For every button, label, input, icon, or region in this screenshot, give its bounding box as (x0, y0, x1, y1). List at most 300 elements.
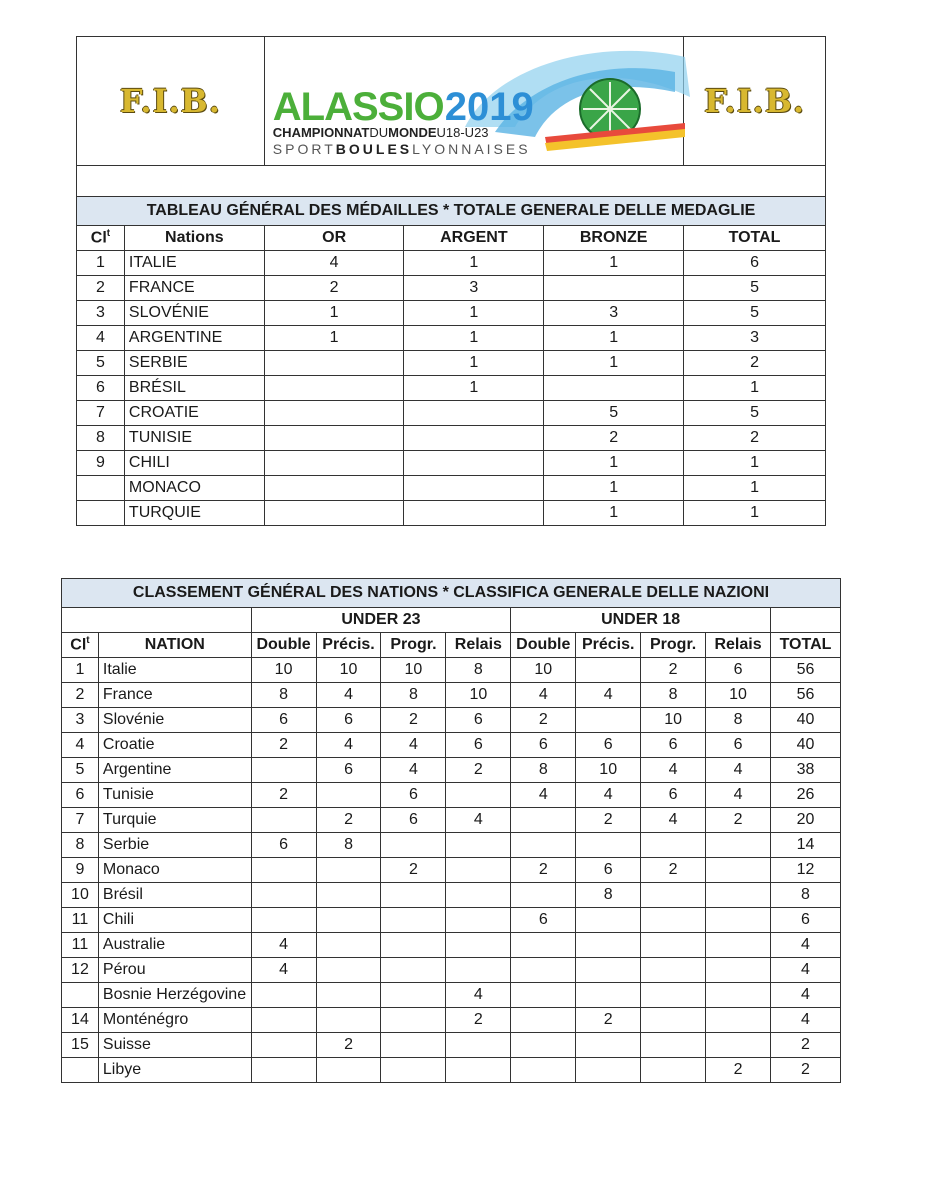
value-cell: 2 (511, 858, 576, 883)
value-cell (511, 1033, 576, 1058)
nation-cell: Bosnie Herzégovine (98, 983, 251, 1008)
rank-cell: 11 (62, 908, 99, 933)
value-cell (446, 783, 511, 808)
value-cell: 1 (404, 301, 544, 326)
value-cell (446, 933, 511, 958)
value-cell: 2 (641, 858, 706, 883)
value-cell: 1 (404, 376, 544, 401)
value-cell (511, 1008, 576, 1033)
medals-col-header: BRONZE (544, 226, 684, 251)
value-cell (316, 933, 381, 958)
value-cell (641, 883, 706, 908)
value-cell (316, 983, 381, 1008)
rank-cell: 3 (62, 708, 99, 733)
table-row (77, 251, 826, 276)
value-cell: 6 (381, 808, 446, 833)
value-cell (251, 858, 316, 883)
rank-cell: 7 (77, 401, 125, 426)
rank-cell: 15 (62, 1033, 99, 1058)
rank-cell: 2 (62, 683, 99, 708)
value-cell (381, 1008, 446, 1033)
fib-logo-right-text: F.I.B. (704, 82, 805, 120)
rank-cell: 12 (62, 958, 99, 983)
table-row (62, 908, 841, 933)
medals-rank-header: Cl$^t$ (77, 226, 125, 251)
value-cell (706, 958, 771, 983)
value-cell (641, 833, 706, 858)
value-cell: 3 (684, 326, 826, 351)
value-cell (264, 476, 404, 501)
rank-cell: 4 (77, 326, 125, 351)
value-cell (446, 833, 511, 858)
value-cell (316, 783, 381, 808)
value-cell: 6 (446, 733, 511, 758)
value-cell: 2 (576, 808, 641, 833)
nation-cell: Libye (98, 1058, 251, 1083)
value-cell (251, 758, 316, 783)
value-cell: 10 (316, 658, 381, 683)
value-cell: 1 (684, 451, 826, 476)
value-cell: 10 (251, 658, 316, 683)
value-cell: 1 (544, 476, 684, 501)
medals-title-row (77, 197, 826, 226)
nations-title-row (62, 579, 841, 608)
table-row (62, 1058, 841, 1083)
value-cell: 4 (251, 958, 316, 983)
nations-col-header: NATION (98, 633, 251, 658)
value-cell: 8 (706, 708, 771, 733)
value-cell: 1 (404, 251, 544, 276)
nation-cell: Monténégro (98, 1008, 251, 1033)
value-cell (641, 983, 706, 1008)
value-cell: 4 (251, 933, 316, 958)
value-cell (511, 808, 576, 833)
value-cell (576, 1033, 641, 1058)
rank-cell (62, 983, 99, 1008)
nation-cell: Monaco (98, 858, 251, 883)
value-cell: 6 (511, 733, 576, 758)
table-row (62, 758, 841, 783)
value-cell: 10 (446, 683, 511, 708)
value-cell: 38 (770, 758, 840, 783)
value-cell (264, 451, 404, 476)
value-cell (706, 883, 771, 908)
nation-cell: SLOVÉNIE (124, 301, 264, 326)
value-cell: 6 (251, 708, 316, 733)
nation-cell: Turquie (98, 808, 251, 833)
value-cell: 2 (446, 758, 511, 783)
value-cell (316, 1008, 381, 1033)
table-row (62, 933, 841, 958)
nations-col-header: Double (251, 633, 316, 658)
value-cell (511, 1058, 576, 1083)
value-cell: 6 (770, 908, 840, 933)
value-cell (706, 983, 771, 1008)
value-cell: 4 (706, 758, 771, 783)
value-cell (576, 708, 641, 733)
rank-cell: 14 (62, 1008, 99, 1033)
value-cell: 2 (251, 733, 316, 758)
nation-cell: ARGENTINE (124, 326, 264, 351)
value-cell: 6 (641, 783, 706, 808)
value-cell: 26 (770, 783, 840, 808)
value-cell (316, 1058, 381, 1083)
table-row (77, 401, 826, 426)
value-cell: 4 (446, 983, 511, 1008)
nation-cell: Italie (98, 658, 251, 683)
table-row (62, 808, 841, 833)
value-cell: 1 (544, 451, 684, 476)
value-cell (641, 1008, 706, 1033)
value-cell (511, 983, 576, 1008)
table-row (77, 476, 826, 501)
table-row (62, 858, 841, 883)
value-cell: 1 (544, 351, 684, 376)
rank-cell: 10 (62, 883, 99, 908)
value-cell (251, 1058, 316, 1083)
table-row (77, 451, 826, 476)
value-cell (404, 401, 544, 426)
nations-col-header: TOTAL (770, 633, 840, 658)
nation-cell: TUNISIE (124, 426, 264, 451)
value-cell: 2 (706, 808, 771, 833)
value-cell (381, 908, 446, 933)
rank-cell: 8 (62, 833, 99, 858)
value-cell: 1 (544, 501, 684, 526)
value-cell (706, 833, 771, 858)
value-cell (446, 883, 511, 908)
nations-col-header: Relais (706, 633, 771, 658)
table-row (62, 683, 841, 708)
nation-cell: France (98, 683, 251, 708)
value-cell (251, 1033, 316, 1058)
value-cell (381, 1058, 446, 1083)
value-cell: 8 (641, 683, 706, 708)
value-cell (511, 883, 576, 908)
nations-title: CLASSEMENT GÉNÉRAL DES NATIONS * CLASSIFICA GENERALE DELLE NAZIONI (62, 579, 841, 608)
value-cell: 6 (576, 733, 641, 758)
table-row (62, 983, 841, 1008)
value-cell (446, 858, 511, 883)
value-cell: 14 (770, 833, 840, 858)
value-cell: 6 (576, 858, 641, 883)
value-cell (641, 1033, 706, 1058)
value-cell (446, 958, 511, 983)
value-cell: 2 (641, 658, 706, 683)
value-cell (446, 908, 511, 933)
nation-cell: Brésil (98, 883, 251, 908)
table-row (77, 351, 826, 376)
value-cell (316, 908, 381, 933)
rank-cell: 6 (77, 376, 125, 401)
value-cell (251, 908, 316, 933)
value-cell (576, 908, 641, 933)
nations-col-header: Relais (446, 633, 511, 658)
value-cell (706, 933, 771, 958)
nation-cell: CROATIE (124, 401, 264, 426)
value-cell: 2 (770, 1058, 840, 1083)
value-cell: 4 (316, 683, 381, 708)
value-cell: 1 (264, 326, 404, 351)
value-cell (264, 501, 404, 526)
value-cell: 56 (770, 658, 840, 683)
value-cell: 2 (316, 1033, 381, 1058)
value-cell: 2 (544, 426, 684, 451)
value-cell: 8 (251, 683, 316, 708)
table-row (62, 883, 841, 908)
table-row (77, 426, 826, 451)
value-cell: 3 (404, 276, 544, 301)
nation-cell: Slovénie (98, 708, 251, 733)
value-cell: 2 (316, 808, 381, 833)
table-row (62, 733, 841, 758)
value-cell: 10 (511, 658, 576, 683)
value-cell: 4 (770, 933, 840, 958)
value-cell (706, 908, 771, 933)
value-cell: 4 (381, 733, 446, 758)
table-row (77, 326, 826, 351)
value-cell: 3 (544, 301, 684, 326)
value-cell (641, 1058, 706, 1083)
nation-cell: Suisse (98, 1033, 251, 1058)
group-under18: UNDER 18 (511, 608, 771, 633)
medals-title: TABLEAU GÉNÉRAL DES MÉDAILLES * TOTALE GENERALE DELLE MEDAGLIE (77, 197, 826, 226)
value-cell: 8 (770, 883, 840, 908)
rank-cell: 9 (62, 858, 99, 883)
value-cell: 1 (264, 301, 404, 326)
value-cell: 4 (576, 683, 641, 708)
value-cell: 4 (770, 983, 840, 1008)
fib-logo-left-text: F.I.B. (119, 82, 221, 120)
value-cell: 2 (706, 1058, 771, 1083)
rank-cell: 8 (77, 426, 125, 451)
value-cell: 4 (576, 783, 641, 808)
value-cell: 4 (511, 683, 576, 708)
value-cell: 8 (576, 883, 641, 908)
value-cell (544, 376, 684, 401)
nation-cell: BRÉSIL (124, 376, 264, 401)
value-cell (576, 958, 641, 983)
value-cell: 6 (684, 251, 826, 276)
nation-cell: Pérou (98, 958, 251, 983)
value-cell (264, 401, 404, 426)
table-row (62, 1033, 841, 1058)
value-cell (264, 351, 404, 376)
value-cell (316, 958, 381, 983)
nation-cell: Argentine (98, 758, 251, 783)
value-cell (511, 933, 576, 958)
value-cell: 6 (706, 733, 771, 758)
table-row (77, 376, 826, 401)
rank-cell: 1 (77, 251, 125, 276)
nation-cell: Serbie (98, 833, 251, 858)
value-cell: 4 (770, 1008, 840, 1033)
rank-cell: 9 (77, 451, 125, 476)
nations-col-header: Double (511, 633, 576, 658)
rank-cell: 5 (77, 351, 125, 376)
value-cell: 5 (544, 401, 684, 426)
table-row (62, 708, 841, 733)
value-cell: 4 (770, 958, 840, 983)
value-cell: 6 (251, 833, 316, 858)
value-cell (576, 658, 641, 683)
nations-header-row (62, 633, 841, 658)
value-cell (381, 958, 446, 983)
value-cell: 8 (381, 683, 446, 708)
value-cell: 4 (641, 758, 706, 783)
rank-cell: 2 (77, 276, 125, 301)
fib-logo-right (684, 37, 826, 166)
rank-cell: 5 (62, 758, 99, 783)
value-cell (576, 833, 641, 858)
nation-cell: ITALIE (124, 251, 264, 276)
value-cell: 40 (770, 708, 840, 733)
banner-subtitle: CHAMPIONNATDUMONDEU18-U23 (272, 125, 489, 140)
value-cell: 1 (404, 351, 544, 376)
spacer-row (77, 166, 826, 197)
value-cell: 5 (684, 401, 826, 426)
value-cell: 6 (706, 658, 771, 683)
value-cell: 10 (576, 758, 641, 783)
rank-cell (77, 501, 125, 526)
value-cell: 8 (446, 658, 511, 683)
nation-cell: MONACO (124, 476, 264, 501)
nation-cell: Chili (98, 908, 251, 933)
value-cell: 2 (770, 1033, 840, 1058)
fib-logo-left (77, 37, 265, 166)
value-cell (381, 933, 446, 958)
value-cell (404, 476, 544, 501)
rank-cell (77, 476, 125, 501)
group-under23: UNDER 23 (251, 608, 511, 633)
value-cell (576, 1058, 641, 1083)
value-cell (576, 983, 641, 1008)
nations-table (61, 578, 841, 1083)
table-row (77, 501, 826, 526)
value-cell (251, 1008, 316, 1033)
value-cell (251, 808, 316, 833)
value-cell: 10 (381, 658, 446, 683)
medals-col-header: TOTAL (684, 226, 826, 251)
table-row (77, 301, 826, 326)
medals-table (76, 36, 826, 526)
value-cell: 6 (446, 708, 511, 733)
value-cell: 2 (251, 783, 316, 808)
value-cell (706, 1033, 771, 1058)
value-cell (251, 983, 316, 1008)
value-cell (641, 933, 706, 958)
value-cell: 2 (576, 1008, 641, 1033)
nation-cell: TURQUIE (124, 501, 264, 526)
value-cell: 4 (641, 808, 706, 833)
value-cell: 1 (404, 326, 544, 351)
nation-cell: Croatie (98, 733, 251, 758)
value-cell: 1 (684, 476, 826, 501)
medals-col-header: Nations (124, 226, 264, 251)
value-cell: 1 (544, 326, 684, 351)
value-cell: 2 (684, 351, 826, 376)
rank-cell (62, 1058, 99, 1083)
rank-cell: 6 (62, 783, 99, 808)
value-cell: 4 (511, 783, 576, 808)
banner-year: 2019 (444, 85, 534, 129)
rank-cell: 1 (62, 658, 99, 683)
value-cell (641, 908, 706, 933)
value-cell (381, 983, 446, 1008)
nation-cell: FRANCE (124, 276, 264, 301)
nations-col-header: Progr. (641, 633, 706, 658)
value-cell (544, 276, 684, 301)
value-cell (511, 958, 576, 983)
value-cell: 4 (264, 251, 404, 276)
nations-col-header: Précis. (316, 633, 381, 658)
value-cell: 6 (381, 783, 446, 808)
value-cell (404, 501, 544, 526)
value-cell: 4 (446, 808, 511, 833)
medals-header-row (77, 226, 826, 251)
value-cell: 1 (544, 251, 684, 276)
value-cell: 6 (316, 708, 381, 733)
value-cell: 6 (641, 733, 706, 758)
value-cell: 2 (446, 1008, 511, 1033)
rank-cell: 7 (62, 808, 99, 833)
value-cell: 2 (511, 708, 576, 733)
medals-col-header: OR (264, 226, 404, 251)
value-cell (404, 426, 544, 451)
nations-rank-header: Cl$^t$ (62, 633, 99, 658)
banner-sport: SPORTBOULESLYONNAISES (272, 141, 531, 157)
table-row (62, 1008, 841, 1033)
value-cell: 4 (706, 783, 771, 808)
championship-banner (264, 37, 683, 166)
value-cell: 5 (684, 301, 826, 326)
nation-cell: SERBIE (124, 351, 264, 376)
table-row (77, 276, 826, 301)
value-cell: 10 (641, 708, 706, 733)
value-cell (576, 933, 641, 958)
rank-cell: 11 (62, 933, 99, 958)
table-row (62, 783, 841, 808)
nation-cell: Tunisie (98, 783, 251, 808)
value-cell: 5 (684, 276, 826, 301)
value-cell: 2 (264, 276, 404, 301)
value-cell: 56 (770, 683, 840, 708)
value-cell: 20 (770, 808, 840, 833)
value-cell: 2 (684, 426, 826, 451)
nations-group-row (62, 608, 841, 633)
value-cell: 2 (381, 858, 446, 883)
value-cell: 4 (316, 733, 381, 758)
value-cell: 1 (684, 501, 826, 526)
value-cell (251, 883, 316, 908)
table-row (62, 833, 841, 858)
value-cell: 6 (511, 908, 576, 933)
rank-cell: 3 (77, 301, 125, 326)
banner-title: ALASSIO (272, 85, 444, 129)
rank-cell: 4 (62, 733, 99, 758)
nation-cell: CHILI (124, 451, 264, 476)
value-cell: 40 (770, 733, 840, 758)
value-cell (706, 858, 771, 883)
value-cell (381, 833, 446, 858)
medals-col-header: ARGENT (404, 226, 544, 251)
value-cell (641, 958, 706, 983)
nations-col-header: Progr. (381, 633, 446, 658)
value-cell (381, 883, 446, 908)
header-row (77, 37, 826, 166)
value-cell (446, 1033, 511, 1058)
value-cell (316, 883, 381, 908)
